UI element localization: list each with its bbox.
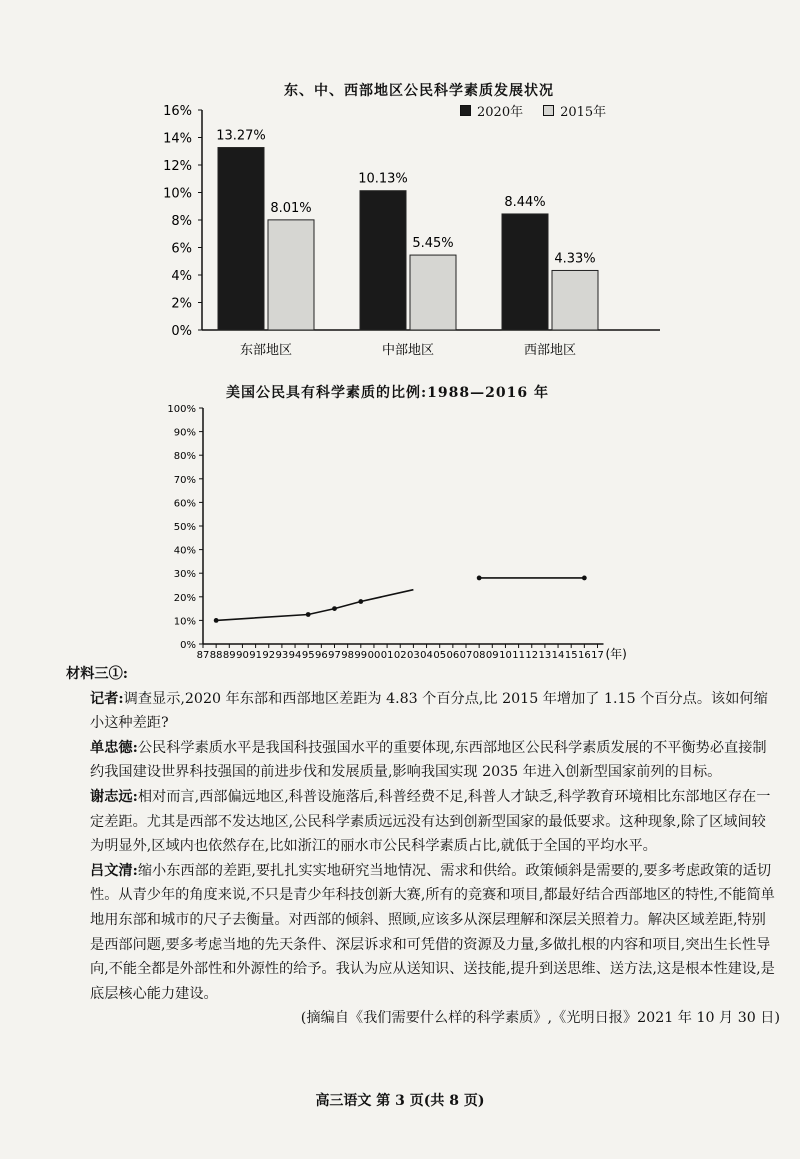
line-chart-title: 美国公民具有科学素质的比例:1988—2016 年: [226, 385, 549, 401]
bar-2020-2: [360, 191, 406, 330]
bar-2015-3: [552, 270, 598, 330]
line-y-tick-label: 90%: [173, 427, 196, 439]
bar-y-tick-label: 2%: [171, 296, 192, 312]
line-x-tick-label: 01: [380, 650, 394, 661]
bar-y-tick-label: 4%: [171, 269, 192, 284]
line-data-point: [306, 612, 311, 617]
bar-y-tick-label: 10%: [163, 186, 192, 202]
bar-y-tick-label: 8%: [171, 214, 192, 229]
bar-y-tick-label: 6%: [171, 241, 192, 257]
paragraph-reporter-text: 调查显示,2020 年东部和西部地区差距为 4.83 个百分点,比 2015 年增加了 1.15 个百分点。该如何缩小这种差距?: [90, 690, 768, 732]
line-y-tick-label: 20%: [173, 592, 196, 604]
line-x-tick-label: 06: [446, 650, 460, 661]
line-x-tick-label: 94: [288, 650, 302, 661]
line-x-axis-label: (年): [605, 647, 627, 661]
line-data-point: [477, 576, 482, 581]
paragraph-lv: [90, 859, 780, 1007]
line-x-tick-label: 97: [328, 650, 341, 661]
bar-data-label: 4.33%: [554, 251, 596, 267]
bar-data-label: 8.01%: [270, 200, 312, 216]
line-x-tick-label: 89: [222, 650, 236, 661]
paragraph-xie-text: 相对而言,西部偏远地区,科普设施落后,科普经费不足,科普人才缺乏,科学教育环境相比东部地区存在一定差距。尤其是西部不发达地区,公民科学素质远远没有达到创新型国家的最低要求。这种现象,除了区域间较为明显外,区域内也依然存在,比如浙江的丽水市公民科学素质占比,就低于全国的平均水平。: [90, 788, 771, 855]
paragraph-shan: [90, 736, 780, 785]
line-y-tick-label: 80%: [173, 451, 196, 463]
line-x-tick-label: 15: [564, 650, 578, 661]
line-x-tick-label: 10: [499, 650, 512, 661]
legend-label-2015: 2015年: [560, 105, 607, 120]
line-x-tick-label: 00: [367, 650, 381, 661]
bar-category-label: 西部地区: [523, 343, 577, 358]
bar-2015-2: [410, 255, 456, 330]
line-x-tick-label: 13: [538, 650, 552, 661]
bar-data-label: 13.27%: [216, 128, 266, 144]
line-series-segment-1: [216, 590, 413, 621]
bar-y-tick-label: 0%: [171, 324, 192, 339]
bar-y-tick-label: 14%: [163, 131, 192, 147]
line-chart: [0, 395, 800, 665]
paragraph-xie: [90, 785, 780, 859]
line-x-tick-label: 17: [591, 650, 604, 661]
bar-y-tick-label: 16%: [163, 104, 192, 119]
line-y-tick-label: 0%: [180, 640, 196, 651]
line-x-tick-label: 88: [209, 650, 223, 661]
bar-2020-1: [218, 148, 264, 330]
line-x-tick-label: 90: [236, 650, 249, 661]
line-x-tick-label: 95: [301, 650, 315, 661]
line-x-tick-label: 02: [393, 650, 407, 661]
line-x-tick-label: 12: [525, 650, 539, 661]
paragraph-shan-text: 公民科学素质水平是我国科技强国水平的重要体现,东西部地区公民科学素质发展的不平衡势必直接制约我国建设世界科技强国的前进步伐和发展质量,影响我国实现 2035 年进入创新型国家前列的目标。: [90, 739, 767, 781]
page-footer: 高三语文 第 3 页(共 8 页): [315, 1093, 485, 1109]
paragraph-reporter: [90, 687, 780, 736]
bar-category-label: 中部地区: [381, 343, 435, 358]
bar-category-label: 东部地区: [239, 343, 293, 358]
line-data-point: [358, 599, 363, 604]
paragraph-lv-text: 缩小东西部的差距,要扎扎实实地研究当地情况、需求和供给。政策倾斜是需要的,要多考虑政策的适切性。从青少年的角度来说,不只是青少年科技创新大赛,所有的竞赛和项目,都最好结合西部地区的特性,不能简单地用东部和城市的尺子去衡量。对西部的倾斜、照顾,应该多从深层理解和深层关照着力。解决区域差距,特别是西部问题,要多考虑当地的先天条件、深层诉求和可凭借的资源及力量,多做扎根的内容和项目,突出生长性导向,不能全都是外部性和外源性的给予。我认为应从送知识、送技能,提升到送思维、送方法,这是根本性建设,是底层核心能力建设。: [90, 862, 775, 1002]
bar-data-label: 8.44%: [504, 194, 546, 210]
line-x-tick-label: 87: [196, 650, 210, 661]
line-y-tick-label: 100%: [167, 404, 196, 415]
legend-label-2020: 2020年: [477, 105, 524, 120]
line-y-tick-label: 30%: [173, 569, 196, 581]
line-x-tick-label: 14: [551, 650, 565, 661]
speaker-lv: 吕文清:: [90, 862, 138, 879]
source-citation: (摘编自《我们需要什么样的科学素质》,《光明日报》2021 年 10 月 30 日): [300, 1010, 780, 1027]
line-data-point: [214, 618, 219, 623]
line-y-tick-label: 10%: [173, 616, 196, 628]
bar-data-label: 5.45%: [412, 236, 454, 252]
line-x-tick-label: 99: [354, 650, 368, 661]
speaker-xie: 谢志远:: [90, 788, 138, 805]
line-x-tick-label: 11: [512, 650, 525, 661]
line-x-tick-label: 91: [249, 650, 262, 661]
speaker-reporter: 记者:: [90, 690, 124, 707]
line-x-tick-label: 08: [472, 650, 486, 661]
line-x-tick-label: 03: [407, 650, 420, 661]
line-y-tick-label: 50%: [173, 522, 196, 533]
bar-y-tick-label: 12%: [163, 159, 192, 174]
line-x-tick-label: 98: [341, 650, 355, 661]
line-y-tick-label: 40%: [173, 545, 196, 557]
bar-2020-3: [502, 214, 548, 330]
bar-chart-title: 东、中、西部地区公民科学素质发展状况: [284, 83, 554, 99]
line-x-tick-label: 04: [420, 650, 433, 661]
line-x-tick-label: 96: [314, 650, 328, 661]
line-x-tick-label: 05: [433, 650, 447, 661]
bar-2015-1: [268, 220, 314, 330]
bar-chart: [0, 0, 800, 380]
line-data-point: [582, 576, 587, 581]
line-x-tick-label: 07: [459, 650, 473, 661]
line-y-tick-label: 70%: [173, 474, 196, 486]
line-x-tick-label: 16: [577, 650, 591, 661]
speaker-shan: 单忠德:: [90, 739, 138, 756]
line-x-tick-label: 09: [485, 650, 499, 661]
line-data-point: [332, 606, 337, 611]
line-x-tick-label: 92: [262, 650, 276, 661]
material-text: [66, 662, 780, 1031]
material-heading: 材料三①:: [66, 666, 128, 682]
line-y-tick-label: 60%: [173, 498, 196, 510]
line-x-tick-label: 93: [275, 650, 289, 661]
bar-data-label: 10.13%: [358, 171, 408, 187]
